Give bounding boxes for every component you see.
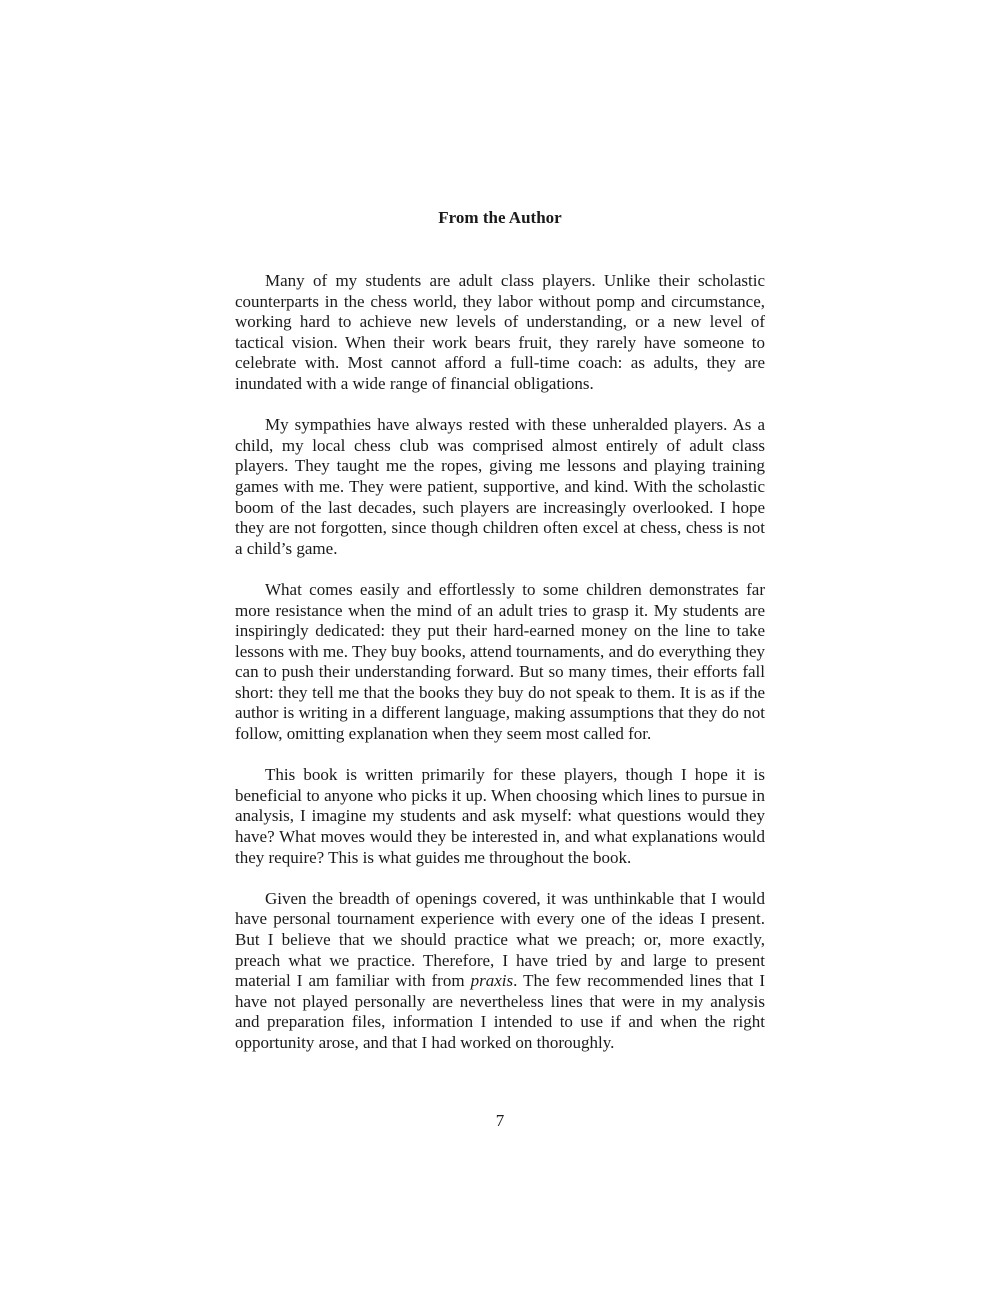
chapter-heading: From the Author xyxy=(438,208,562,227)
paragraph-2: My sympathies have always rested with these unheralded players. As a child, my local chess club was comprised almost entirely of adult class players. They taught me the ropes, giving me lessons and playing training games with me. They were patient, supportive, and kind. With the scholastic boom of the last decades, such players are increasingly overlooked. I hope they are not forgotten, since though children often excel at chess, chess is not a child’s game. xyxy=(235,415,765,558)
page-number: 7 xyxy=(495,1111,505,1130)
paragraph-5-part-2: . The few recommended lines that I have not played personally are nevertheless lines that were in my analysis and preparation files, information I intended to use if and when the right opportunity arose, and that I had worked on thoroughly. xyxy=(235,971,765,1052)
paragraph-5-part-1: Given the breadth of openings covered, it was unthinkable that I would have personal tournament experience with every one of the ideas I present. But I believe that we should practice what we preach; or, more exactly, preach what we practice. Therefore, I have tried by and large to present material I am familiar with from xyxy=(235,888,765,991)
paragraph-4: This book is written primarily for these players, though I hope it is beneficial to anyone who picks it up. When choosing which lines to pursue in analysis, I imagine my students and ask myself: what questions would they have? What moves would they be interested in, and what explanations would they require? This is what guides me throughout the book. xyxy=(235,765,765,867)
body-text xyxy=(235,271,765,1054)
paragraph-1: Many of my students are adult class players. Unlike their scholastic counterparts in the chess world, they labor without pomp and circumstance, working hard to achieve new levels of understanding, or a new level of tactical vision. When their work bears fruit, they rarely have someone to celebrate with. Most cannot afford a full-time coach: as adults, they are inundated with a wide range of financial obligations. xyxy=(235,271,765,393)
paragraph-5 xyxy=(235,889,765,1054)
paragraph-5-italic-term: praxis xyxy=(470,971,514,991)
paragraph-3: What comes easily and effortlessly to some children demonstrates far more resistance when the mind of an adult tries to grasp it. My students are inspiringly dedicated: they put their hard-earned money on the line to take lessons with me. They buy books, attend tournaments, and do everything they can to push their understanding forward. But so many times, their efforts fall short: they tell me that the books they buy do not speak to them. It is as if the author is writing in a different language, making assumptions that they do not follow, omitting explanation when they seem most called for. xyxy=(235,579,765,744)
